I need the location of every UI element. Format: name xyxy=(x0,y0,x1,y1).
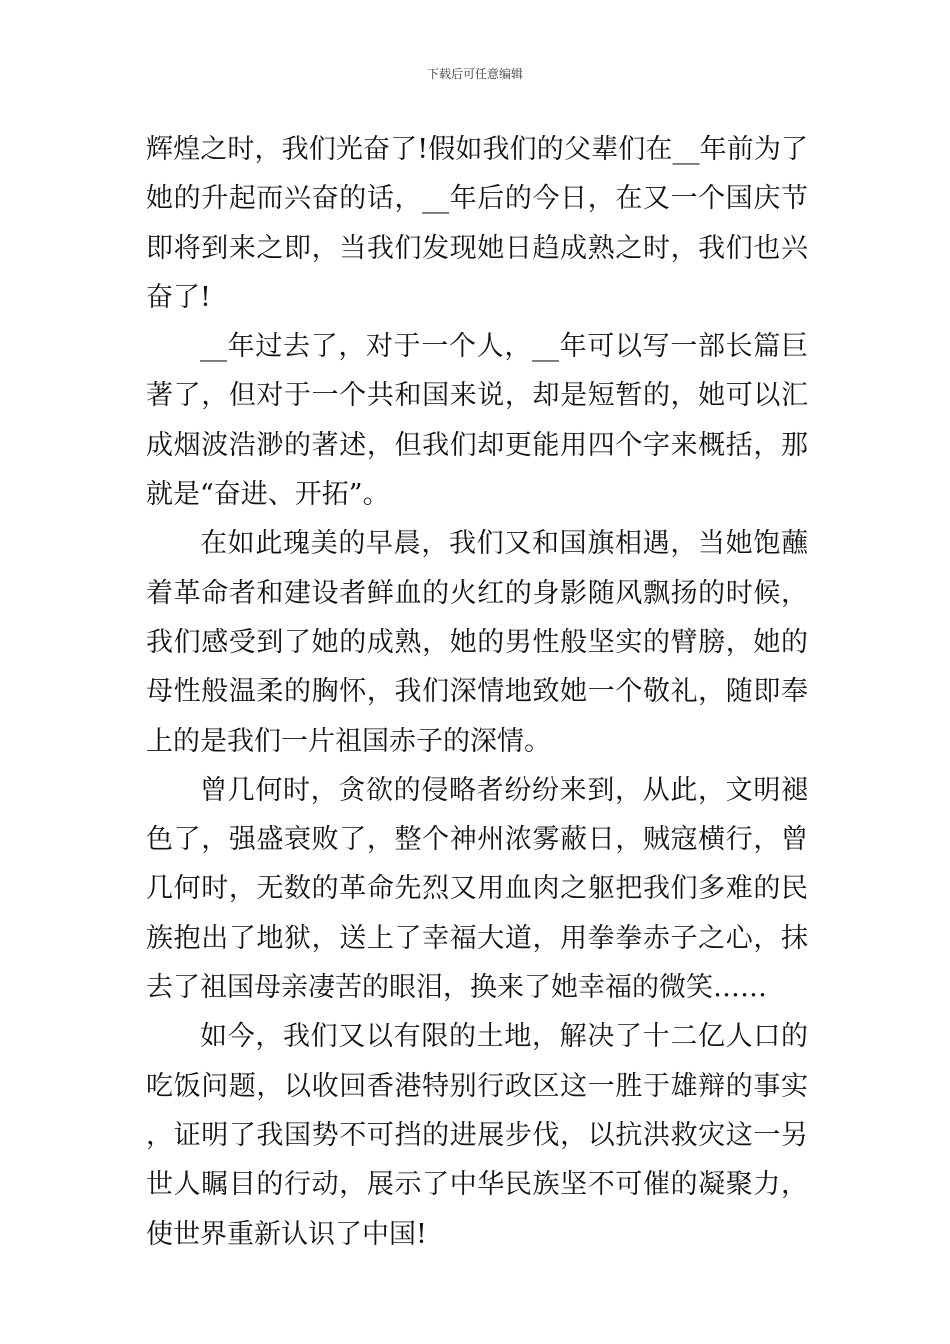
paragraph-5: 如今，我们又以有限的土地，解决了十二亿人口的吃饭问题，以收回香港特别行政区这一胜于雄辩的事实，证明了我国势不可挡的进展步伐，以抗洪救灾这一另世人瞩目的行动，展示了中华民族坚不可催的凝聚力，使世界重新认识了中国! xyxy=(146,1021,808,1250)
paragraph-4: 曾几何时，贪欲的侵略者纷纷来到，从此，文明褪色了，强盛衰败了，整个神州浓雾蔽日，贼寇横行，曾几何时，无数的革命先烈又用血肉之躯把我们多难的民族抱出了地狱，送上了幸福大道，用拳拳赤子之心，抹去了祖国母亲凄苦的眼泪，换来了她幸福的微笑…… xyxy=(146,774,808,1004)
paragraph-3: 在如此瑰美的早晨，我们又和国旗相遇，当她饱蘸着革命者和建设者鲜血的火红的身影随风飘扬的时候，我们感受到了她的成熟，她的男性般坚实的臂膀，她的母性般温柔的胸怀，我们深情地致她一个敬礼，随即奉上的是我们一片祖国赤子的深情。 xyxy=(146,528,808,757)
paragraph-1: 辉煌之时，我们光奋了!假如我们的父辈们在__年前为了她的升起而兴奋的话，__年后的今日，在又一个国庆节即将到来之即，当我们发现她日趋成熟之时，我们也兴奋了! xyxy=(146,134,808,313)
paragraph-2: __年过去了，对于一个人，__年可以写一部长篇巨著了，但对于一个共和国来说，却是短暂的，她可以汇成烟波浩渺的著述，但我们却更能用四个字来概括，那就是“奋进、开拓”。 xyxy=(146,331,808,511)
page-header: 下载后可任意编辑 xyxy=(426,67,523,81)
document-body xyxy=(146,125,808,1259)
